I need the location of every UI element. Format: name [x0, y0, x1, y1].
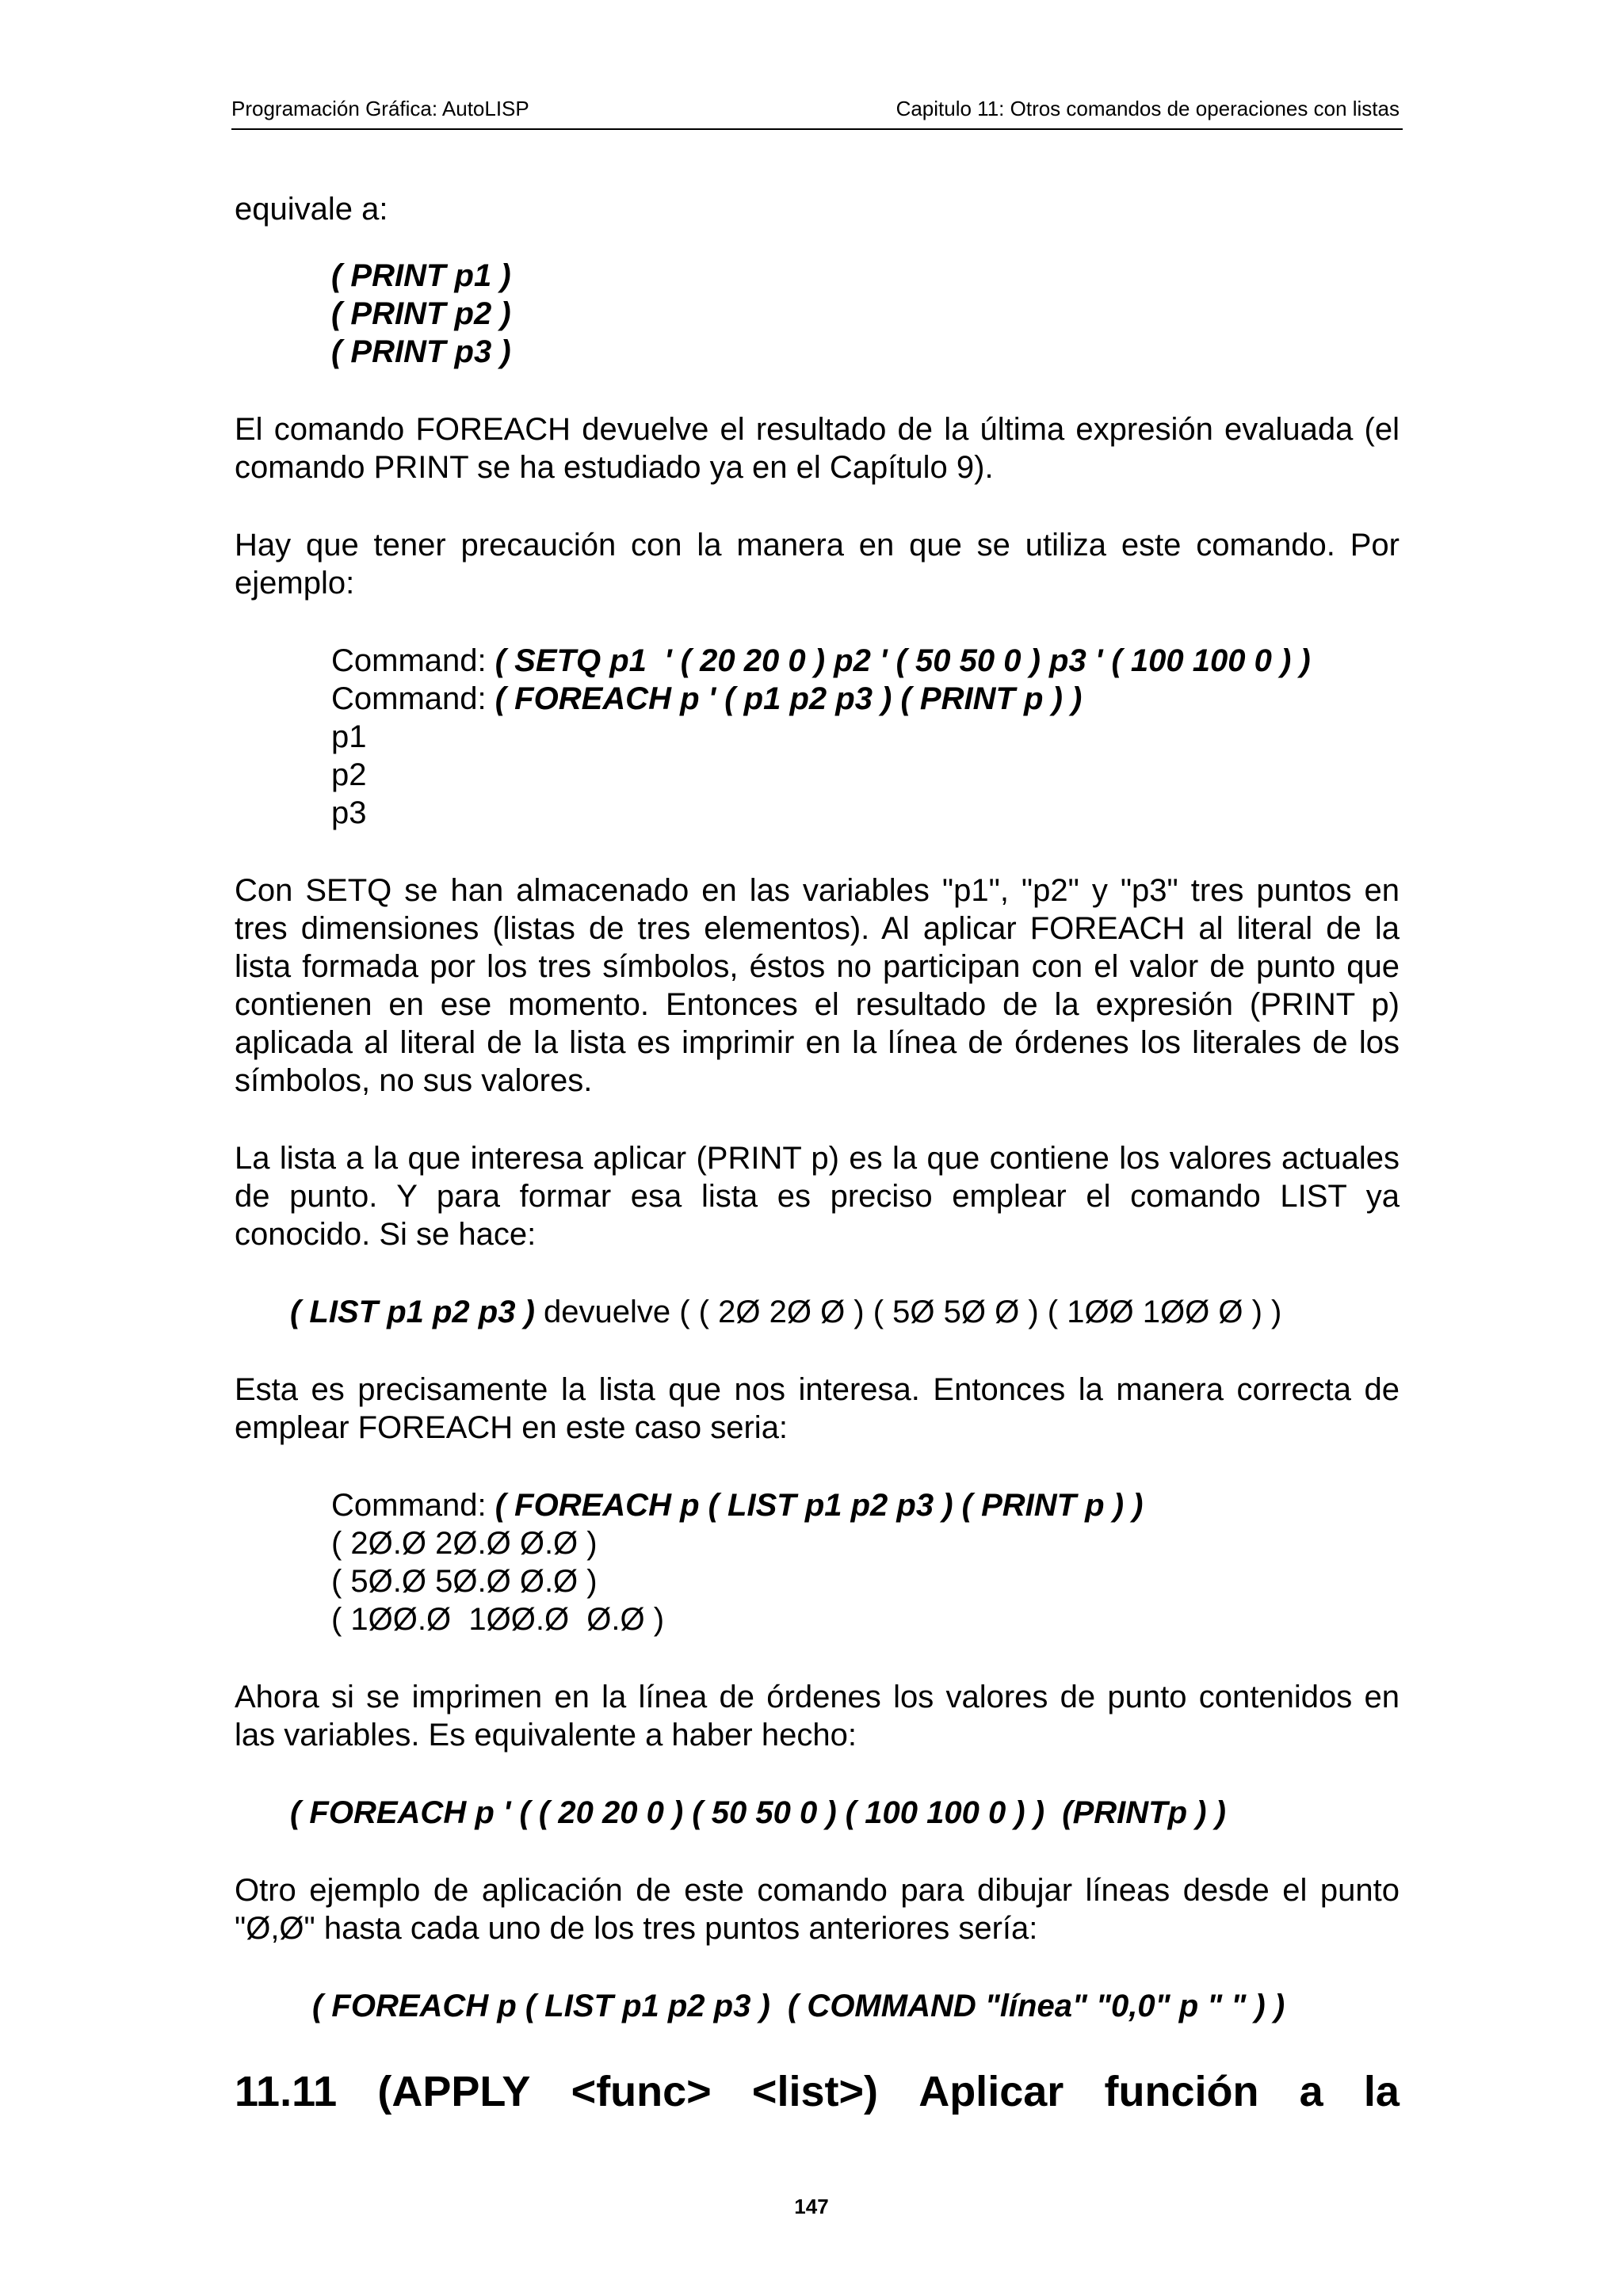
command-prompt: Command:	[331, 681, 495, 716]
paragraph-caution: Hay que tener precaución con la manera en que se utiliza este comando. Por ejemplo:	[235, 528, 1400, 601]
heading-word: <func>	[571, 2068, 712, 2115]
section-heading	[235, 2068, 1400, 2115]
print-line: ( PRINT p1 )	[331, 258, 511, 293]
command-line	[331, 1486, 1400, 1524]
print-line: ( PRINT p2 )	[331, 296, 511, 331]
heading-word: la	[1363, 2068, 1400, 2115]
paragraph-other-example: Otro ejemplo de aplicación de este comando para dibujar líneas desde el punto "Ø,Ø" hasta cada uno de los tres puntos anteriores sería:	[235, 1873, 1400, 1946]
command-output: p1	[331, 719, 367, 754]
paragraph-equivalent: Ahora si se imprimen en la línea de órdenes los valores de punto contenidos en las variables. Es equivalente a haber hecho:	[235, 1680, 1400, 1753]
heading-word: <list>)	[751, 2068, 878, 2115]
heading-word: Aplicar	[918, 2068, 1064, 2115]
command-code: ( FOREACH p ( LIST p1 p2 p3 ) ( PRINT p ) )	[495, 1488, 1144, 1523]
command-prompt: Command:	[331, 1488, 495, 1523]
page-header	[231, 93, 1403, 130]
command-code: ( SETQ p1 ' ( 20 20 0 ) p2 ' ( 50 50 0 ) p3 ' ( 100 100 0 ) )	[495, 643, 1311, 678]
heading-word: (APPLY	[377, 2068, 531, 2115]
paragraph-correct-way: Esta es precisamente la lista que nos interesa. Entonces la manera correcta de emplear FOREACH en este caso seria:	[235, 1372, 1400, 1445]
intro-text: equivale a:	[235, 192, 388, 227]
print-line: ( PRINT p3 )	[331, 334, 511, 369]
list-expression-code: ( LIST p1 p2 p3 )	[290, 1295, 535, 1329]
heading-word: a	[1299, 2068, 1323, 2115]
page-number: 147	[794, 2195, 829, 2218]
paragraph-foreach-result: El comando FOREACH devuelve el resultado de la última expresión evaluada (el comando PRINT se ha estudiado ya en el Capítulo 9).	[235, 412, 1400, 485]
print-lines-block	[331, 257, 1400, 371]
command-line	[331, 680, 1400, 718]
command-output: ( 5Ø.Ø 5Ø.Ø Ø.Ø )	[331, 1564, 598, 1599]
header-book-title: Programación Gráfica: AutoLISP	[231, 97, 529, 120]
paragraph-list-intro: La lista a la que interesa aplicar (PRINT p) es la que contiene los valores actuales de punto. Y para formar esa lista es preciso emplear el comando LIST ya conocido. Si se hace:	[235, 1141, 1400, 1252]
command-code: ( FOREACH p ' ( p1 p2 p3 ) ( PRINT p ) )	[495, 681, 1083, 716]
page-content	[235, 190, 1400, 2115]
list-expression-result: devuelve ( ( 2Ø 2Ø Ø ) ( 5Ø 5Ø Ø ) ( 1ØØ 1ØØ Ø ) )	[534, 1295, 1282, 1329]
command-output: p3	[331, 795, 367, 830]
command-line	[331, 642, 1400, 680]
header-chapter-title: Capitulo 11: Otros comandos de operaciones con listas	[896, 97, 1400, 120]
paragraph-setq-explanation: Con SETQ se han almacenado en las variables "p1", "p2" y "p3" tres puntos en tres dimensiones (listas de tres elementos). Al aplicar FOREACH al literal de la lista formada por los tres símbolos, éstos no participan con el valor de punto que contienen en ese momento. Entonces el resultado de la expresión (PRINT p) aplicada al literal de la lista es imprimir en la línea de órdenes los literales de los símbolos, no sus valores.	[235, 873, 1400, 1098]
foreach-literal-expression: ( FOREACH p ' ( ( 20 20 0 ) ( 50 50 0 ) ( 100 100 0 ) ) (PRINTp ) )	[290, 1795, 1226, 1830]
command-prompt: Command:	[331, 643, 495, 678]
command-output: ( 1ØØ.Ø 1ØØ.Ø Ø.Ø )	[331, 1602, 665, 1637]
command-output: ( 2Ø.Ø 2Ø.Ø Ø.Ø )	[331, 1526, 598, 1561]
heading-word: función	[1104, 2068, 1259, 2115]
heading-word: 11.11	[235, 2068, 338, 2115]
command-example-1	[331, 642, 1400, 832]
command-example-2	[331, 1486, 1400, 1638]
command-output: p2	[331, 757, 367, 792]
foreach-command-expression: ( FOREACH p ( LIST p1 p2 p3 ) ( COMMAND "línea" "0,0" p " " ) )	[312, 1989, 1285, 2023]
list-expression	[290, 1293, 1400, 1331]
